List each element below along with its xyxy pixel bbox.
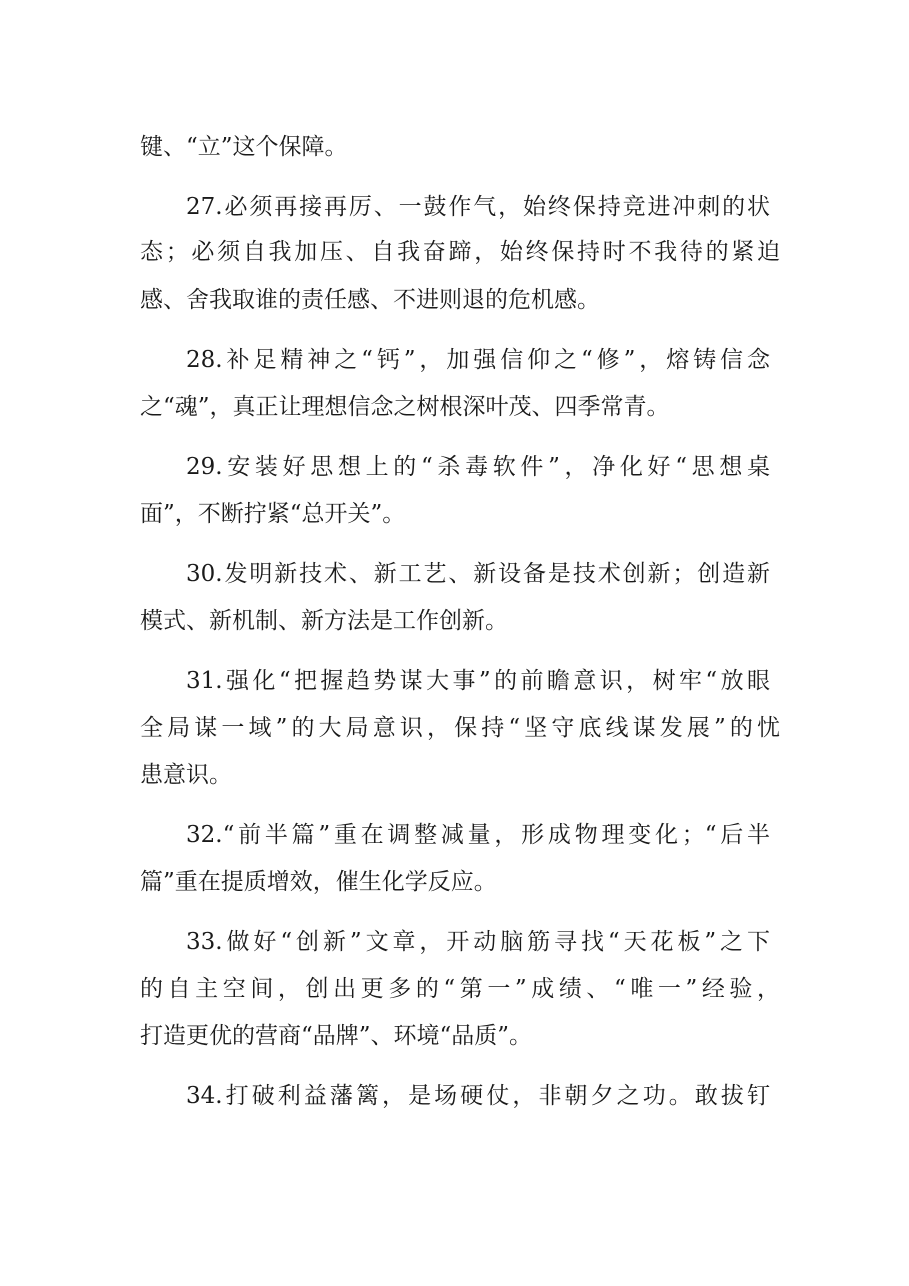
paragraph-32-line-1: 32.“前半篇”重在调整减量，形成物理变化；“后半 (186, 822, 770, 848)
paragraph-26-tail-line-1: 键、“立”这个保障。 (140, 134, 348, 160)
paragraph-28-line-2: 之“魂”，真正让理想信念之树根深叶茂、四季常青。 (140, 394, 670, 420)
paragraph-33-line-3: 打造更优的营商“品牌”、环境“品质”。 (140, 1023, 533, 1049)
paragraph-27-line-1: 27.必须再接再厉、一鼓作气，始终保持竞进冲刺的状 (186, 194, 770, 220)
paragraph-31-line-3: 患意识。 (140, 762, 232, 788)
paragraph-29-line-1: 29.安装好思想上的“杀毒软件”，净化好“思想桌 (186, 454, 770, 480)
paragraph-33-line-2: 的自主空间，创出更多的“第一”成绩、“唯一”经验， (140, 976, 780, 1002)
paragraph-30-line-1: 30.发明新技术、新工艺、新设备是技术创新；创造新 (186, 561, 770, 587)
paragraph-29-line-2: 面”，不断拧紧“总开关”。 (140, 501, 406, 527)
paragraph-33-line-1: 33.做好“创新”文章，开动脑筋寻找“天花板”之下 (186, 929, 770, 955)
paragraph-34-head-line-1: 34.打破利益藩篱，是场硬仗，非朝夕之功。敢拔钉 (186, 1083, 770, 1109)
paragraph-27-line-2: 态；必须自我加压、自我奋蹄，始终保持时不我待的紧迫 (140, 239, 780, 265)
paragraph-32-line-2: 篇”重在提质增效，催生化学反应。 (140, 869, 497, 895)
paragraph-30-line-2: 模式、新机制、新方法是工作创新。 (140, 608, 508, 634)
paragraph-27-line-3: 感、舍我取谁的责任感、不进则退的危机感。 (140, 287, 600, 313)
paragraph-31-line-1: 31.强化“把握趋势谋大事”的前瞻意识，树牢“放眼 (186, 668, 770, 694)
paragraph-28-line-1: 28.补足精神之“钙”，加强信仰之“修”，熔铸信念 (186, 347, 770, 373)
paragraph-31-line-2: 全局谋一域”的大局意识，保持“坚守底线谋发展”的忧 (140, 715, 780, 741)
